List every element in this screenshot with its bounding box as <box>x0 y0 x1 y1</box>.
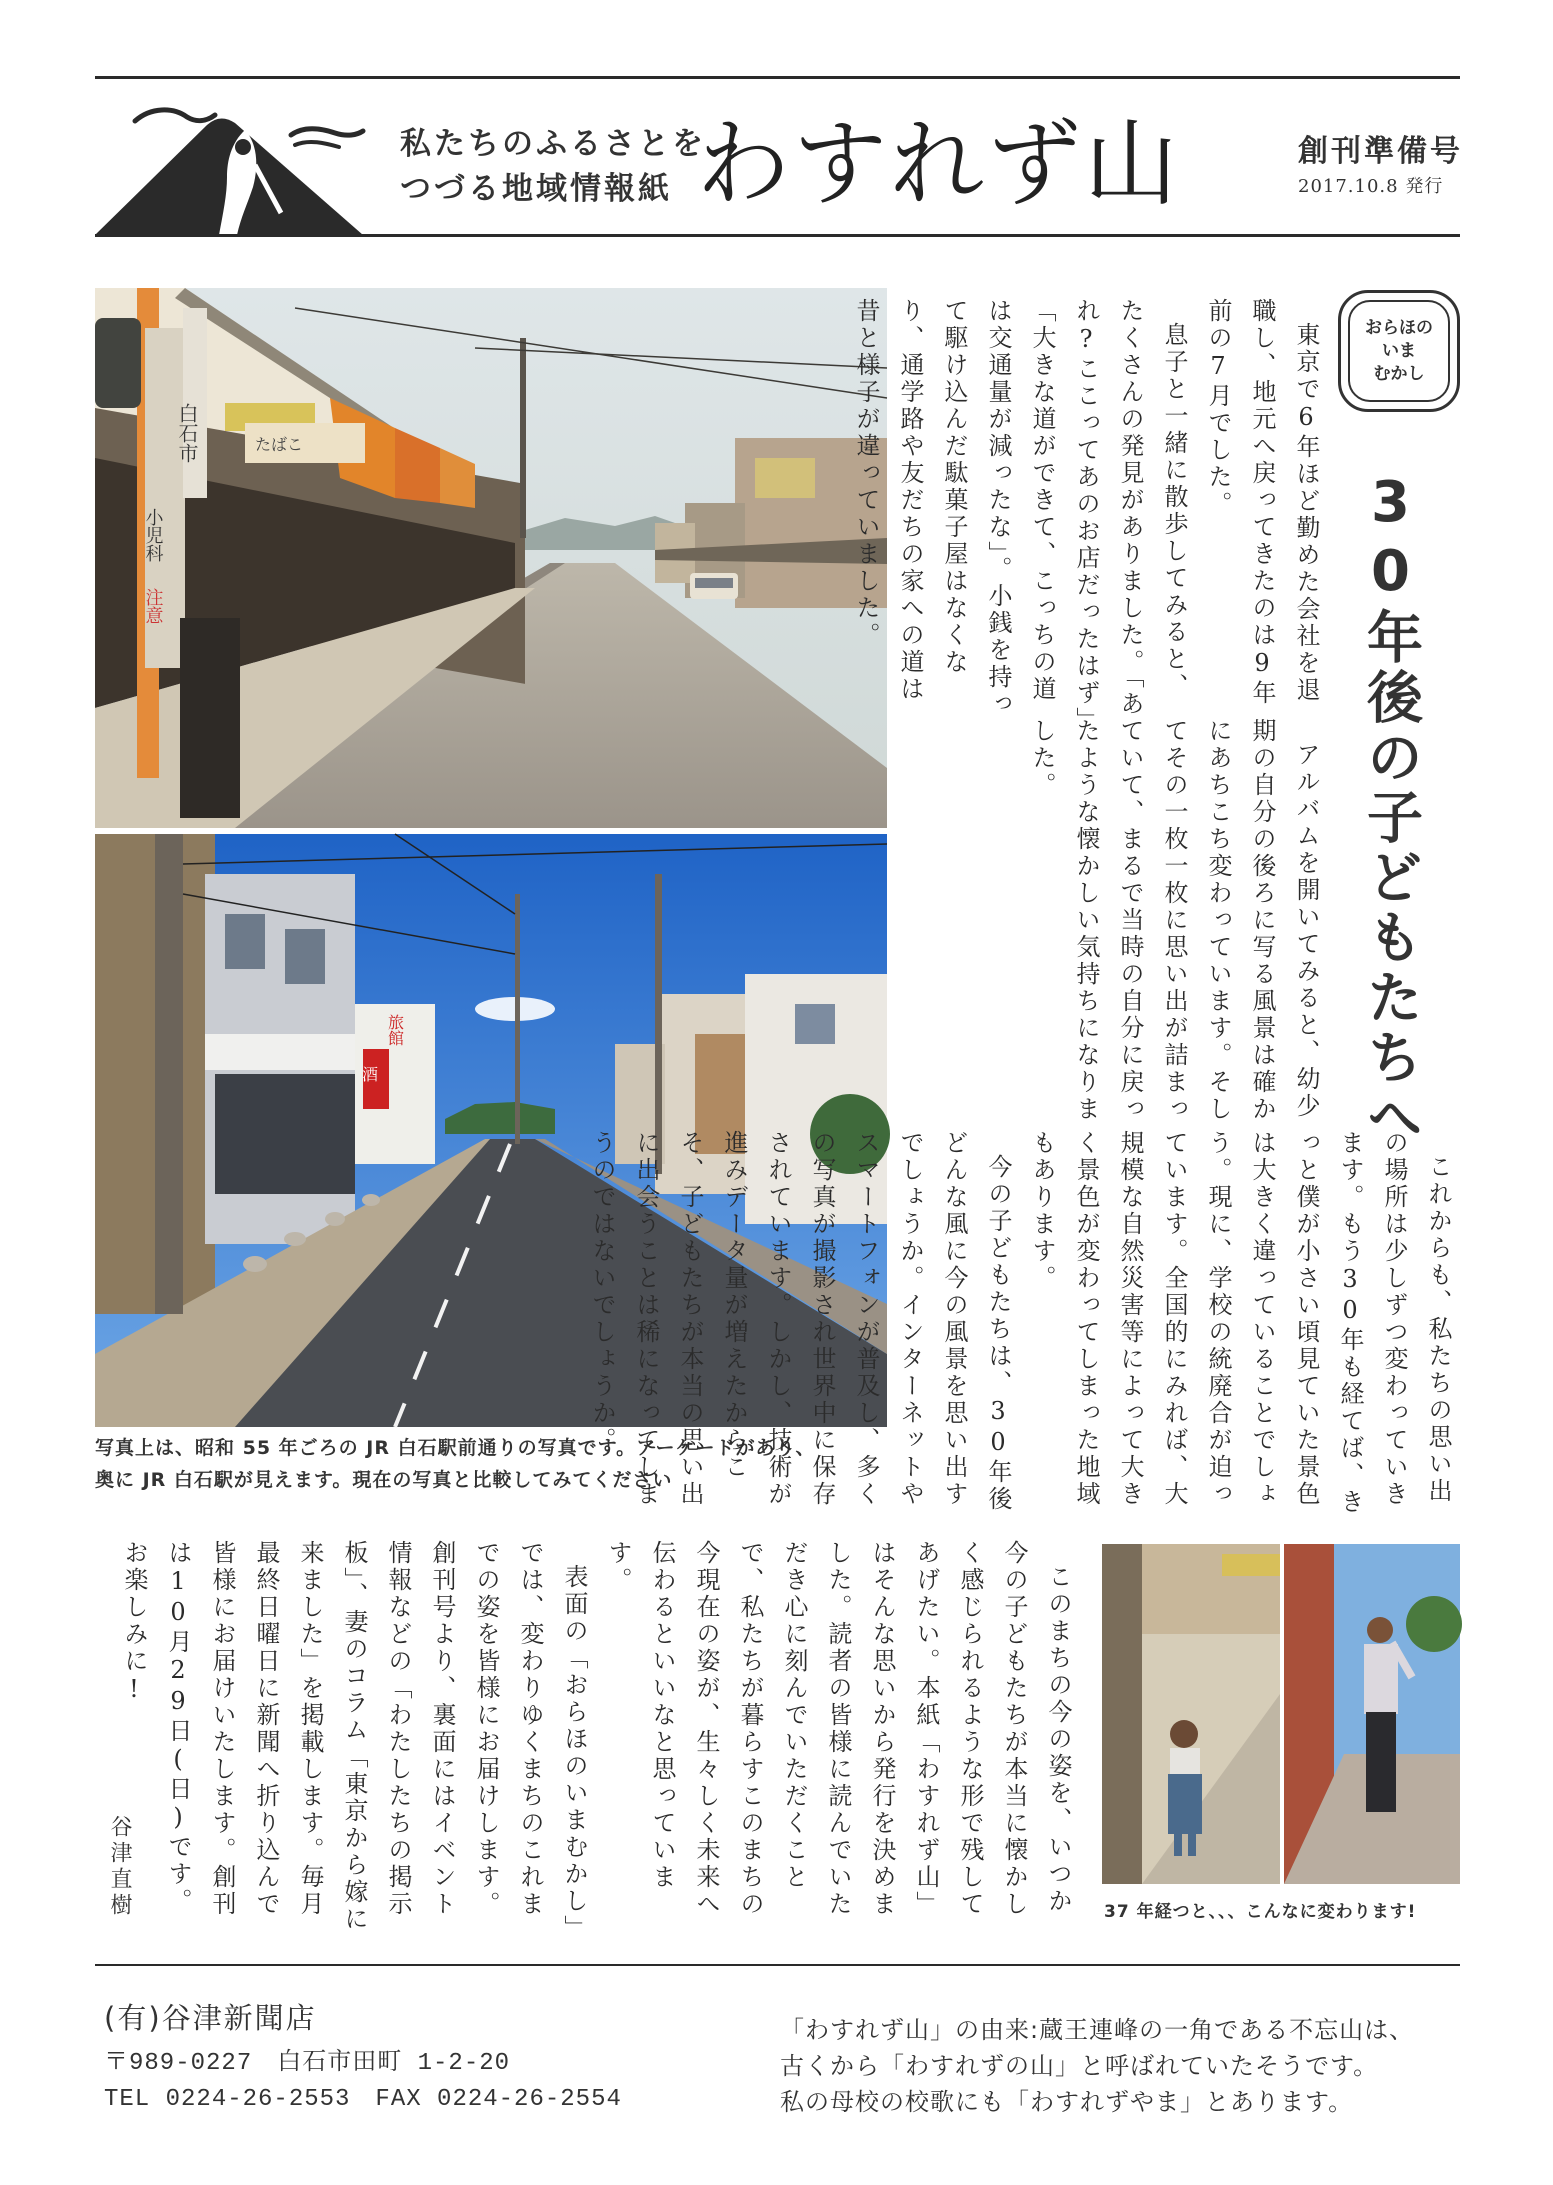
article-paragraph-5: 今の子どもたちは、30年後どんな風に今の風景を思い出すでしょうか。インターネットやスマートフォンが普及し、多くの写真が撮影され世界中に保存されています。しかし、技術が進みデータ量が増えたからこそ、子どもたちが本当の思い出に出会うことは稀になってしまうのではないでしょうか。 <box>588 1130 1012 1513</box>
mountain-logo <box>95 95 365 235</box>
photo-now-man <box>1284 1544 1460 1884</box>
new-sign-inn: 旅館 <box>385 1014 405 1046</box>
author-name: 谷津直樹 <box>107 1815 132 1919</box>
company-address: 〒989-0227 白石市田町 1-2-20 <box>104 2050 511 2077</box>
photo-caption-line-2: 奥に JR 白石駅が見えます。現在の写真と比較してみてください <box>95 1469 673 1491</box>
new-sign-sake: 酒 <box>359 1066 379 1082</box>
article-body-lower <box>588 1130 1460 1520</box>
article-body-bottom <box>120 1540 1080 1940</box>
name-origin-note <box>780 2012 1414 2120</box>
header-top-rule <box>95 76 1460 79</box>
photo-then-child <box>1102 1544 1280 1884</box>
section-badge <box>1338 290 1460 412</box>
photo-old-station-street <box>95 288 887 828</box>
article-headline: 30年後の子どもたちへ <box>1358 470 1423 1148</box>
header-bottom-rule <box>95 234 1460 237</box>
tagline-line-2: つづる地域情報紙 <box>400 171 672 207</box>
tagline-line-1: 私たちのふるさとを <box>400 126 706 162</box>
old-sign-caution: 注意 <box>142 588 164 624</box>
badge-line-1: おらほの <box>1365 317 1433 338</box>
old-sign-city: 白石市 <box>175 403 199 463</box>
old-sign-tobacco: たばこ <box>255 435 304 454</box>
company-phone-fax: TEL 0224-26-2553 FAX 0224-26-2554 <box>104 2086 622 2113</box>
article-body-top <box>852 298 1328 724</box>
origin-line-2: 古くから「わすれずの山」と呼ばれていたそうです。 <box>780 2052 1379 2080</box>
company-contact <box>104 2046 622 2118</box>
article-paragraph-2: 息子と一緒に散歩してみると、たくさんの発見がありました。「あれ?ここってあのお店だったはず」「大きな道ができて、こっちの道は交通量が減ったな」。小銭を持って駆け込んだ駄菓子屋はなくなり、通学路や友だちの家への道は昔と様子が違っていました。 <box>852 298 1188 722</box>
origin-line-1: 「わすれず山」の由来:蔵王連峰の一角である不忘山は、 <box>780 2016 1415 2044</box>
article-paragraph-1: 東京で6年ほど勤めた会社を退職し、地元へ戻ってきたのは9年前の7月でした。 <box>1204 298 1320 707</box>
badge-line-2: いま <box>1382 340 1416 361</box>
issue-label: 創刊準備号 <box>1298 134 1463 169</box>
company-name: (有)谷津新聞店 <box>104 2001 317 2035</box>
article-body-middle <box>938 718 1328 1128</box>
badge-line-3: むかし <box>1373 363 1425 384</box>
old-sign-clinic: 小児科 <box>142 508 164 562</box>
masthead-title: わすれず山 <box>696 110 1182 219</box>
article-paragraph-6: このまちの今の姿を、いつか今の子どもたちが本当に懐かしく感じられるような形で残してあげたい。本紙「わすれず山」はそんな思いから発行を決めました。読者の皆様に読んでいただき心に刻んでいただくことで、私たちが暮らすこのまちの今現在の姿が、生々しく未来へ伝わるといいなと思っています。 <box>604 1540 1072 1918</box>
issue-date: 2017.10.8 発行 <box>1298 176 1444 197</box>
article-paragraph-7: 表面の「おらほのいまむかし」では、変わりゆくまちのこれまでの姿を皆様にお届けします。創刊号より、裏面にはイベント情報などの「わたしたちの掲示板」、妻のコラム「東京から嫁に来ました」を掲載します。毎月最終日曜日に新聞へ折り込んで皆様にお届けいたします。創刊は10月29日(日)です。お楽しみに! <box>120 1540 588 1933</box>
footer-rule <box>95 1964 1460 1966</box>
tagline <box>400 122 706 212</box>
origin-line-3: 私の母校の校歌にも「わすれずやま」とあります。 <box>780 2088 1354 2116</box>
photo-caption-small: 37 年経つと、、、こんなに変わります! <box>1104 1902 1417 1922</box>
article-paragraph-4: これからも、私たちの思い出の場所は少しずつ変わっていきます。もう30年も経てば、きっと僕が小さい頃見ていた景色は大きく違っていることでしょう。現に、学校の統廃合が迫っています。全国的にみれば、大規模な自然災害等によって大きく景色が変わってしまった地域もあります。 <box>1028 1130 1452 1516</box>
photo-caption-line-1: 写真上は、昭和 55 年ごろの JR 白石駅前通りの写真です。アーケードがあり、 <box>95 1437 816 1459</box>
article-paragraph-3: アルバムを開いてみると、幼少期の自分の後ろに写る風景は確かにあちこち変わっています。そしてその一枚一枚に思い出が詰まっていて、まるで当時の自分に戻ったような懐かしい気持ちになりました。 <box>1028 718 1320 1123</box>
